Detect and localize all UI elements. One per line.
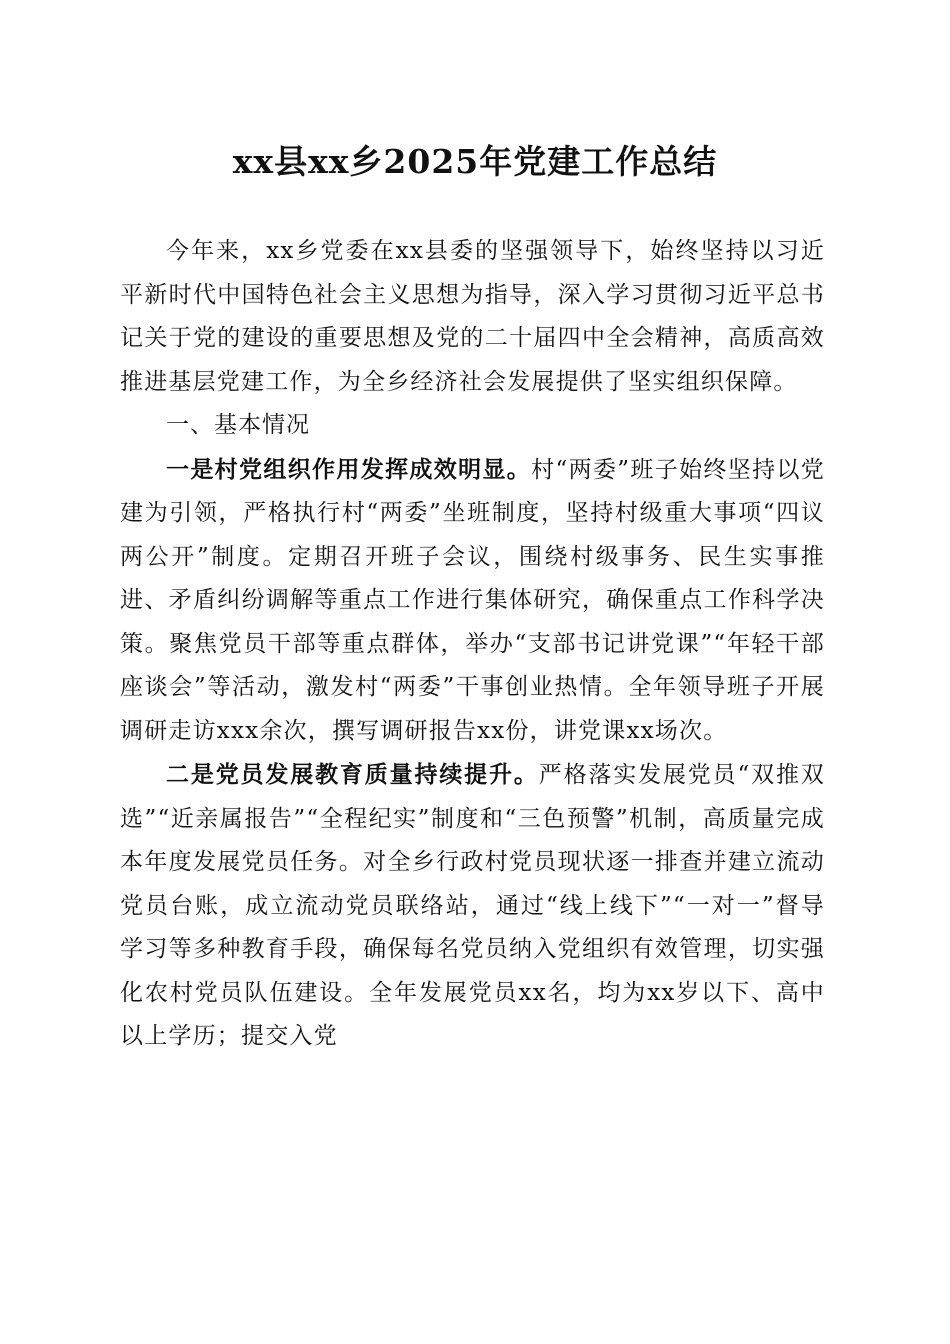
point-2-lead: 二是党员发展教育质量持续提升。 — [166, 761, 539, 788]
document-title: xx县xx乡2025年党建工作总结 — [232, 142, 718, 181]
point-1-text: 村“两委”班子始终坚持以党建为引领，严格执行村“两委”坐班制度，坚持村级重大事项“四议两公开”制度。定期召开班子会议，围绕村级事务、民生实事推进、矛盾纠纷调解等重点工作进行集体研究，确保重点工作科学决策。聚焦党员干部等重点群体，举办“支部书记讲党课”“年轻干部座谈会”等活动，激发村“两委”干事创业热情。全年领导班子开展调研走访xxx余次，撰写调研报告xx份，讲党课xx场次。 — [120, 456, 825, 744]
section-heading-basic-situation: 一、基本情况 — [166, 412, 310, 438]
point-1-lead: 一是村党组织作用发挥成效明显。 — [166, 455, 532, 483]
point-1-paragraph — [120, 448, 825, 754]
point-2-paragraph — [120, 753, 825, 1059]
intro-paragraph: 今年来，xx乡党委在xx县委的坚强领导下，始终坚持以习近平新时代中国特色社会主义思想为指导，深入学习贯彻习近平总书记关于党的建设的重要思想及党的二十届四中全会精神，高质高效推进基层党建工作，为全乡经济社会发展提供了坚实组织保障。 — [120, 238, 825, 395]
document-body — [120, 230, 825, 1059]
point-2-text: 严格落实发展党员“双推双选”“近亲属报告”“全程纪实”制度和“三色预警”机制，高质量完成本年度发展党员任务。对全乡行政村党员现状逐一排查并建立流动党员台账，成立流动党员联络站，通过“线上线下”“一对一”督导学习等多种教育手段，确保每名党员纳入党组织有效管理，切实强化农村党员队伍建设。全年发展党员xx名，均为xx岁以下、高中以上学历；提交入党 — [120, 762, 825, 1049]
